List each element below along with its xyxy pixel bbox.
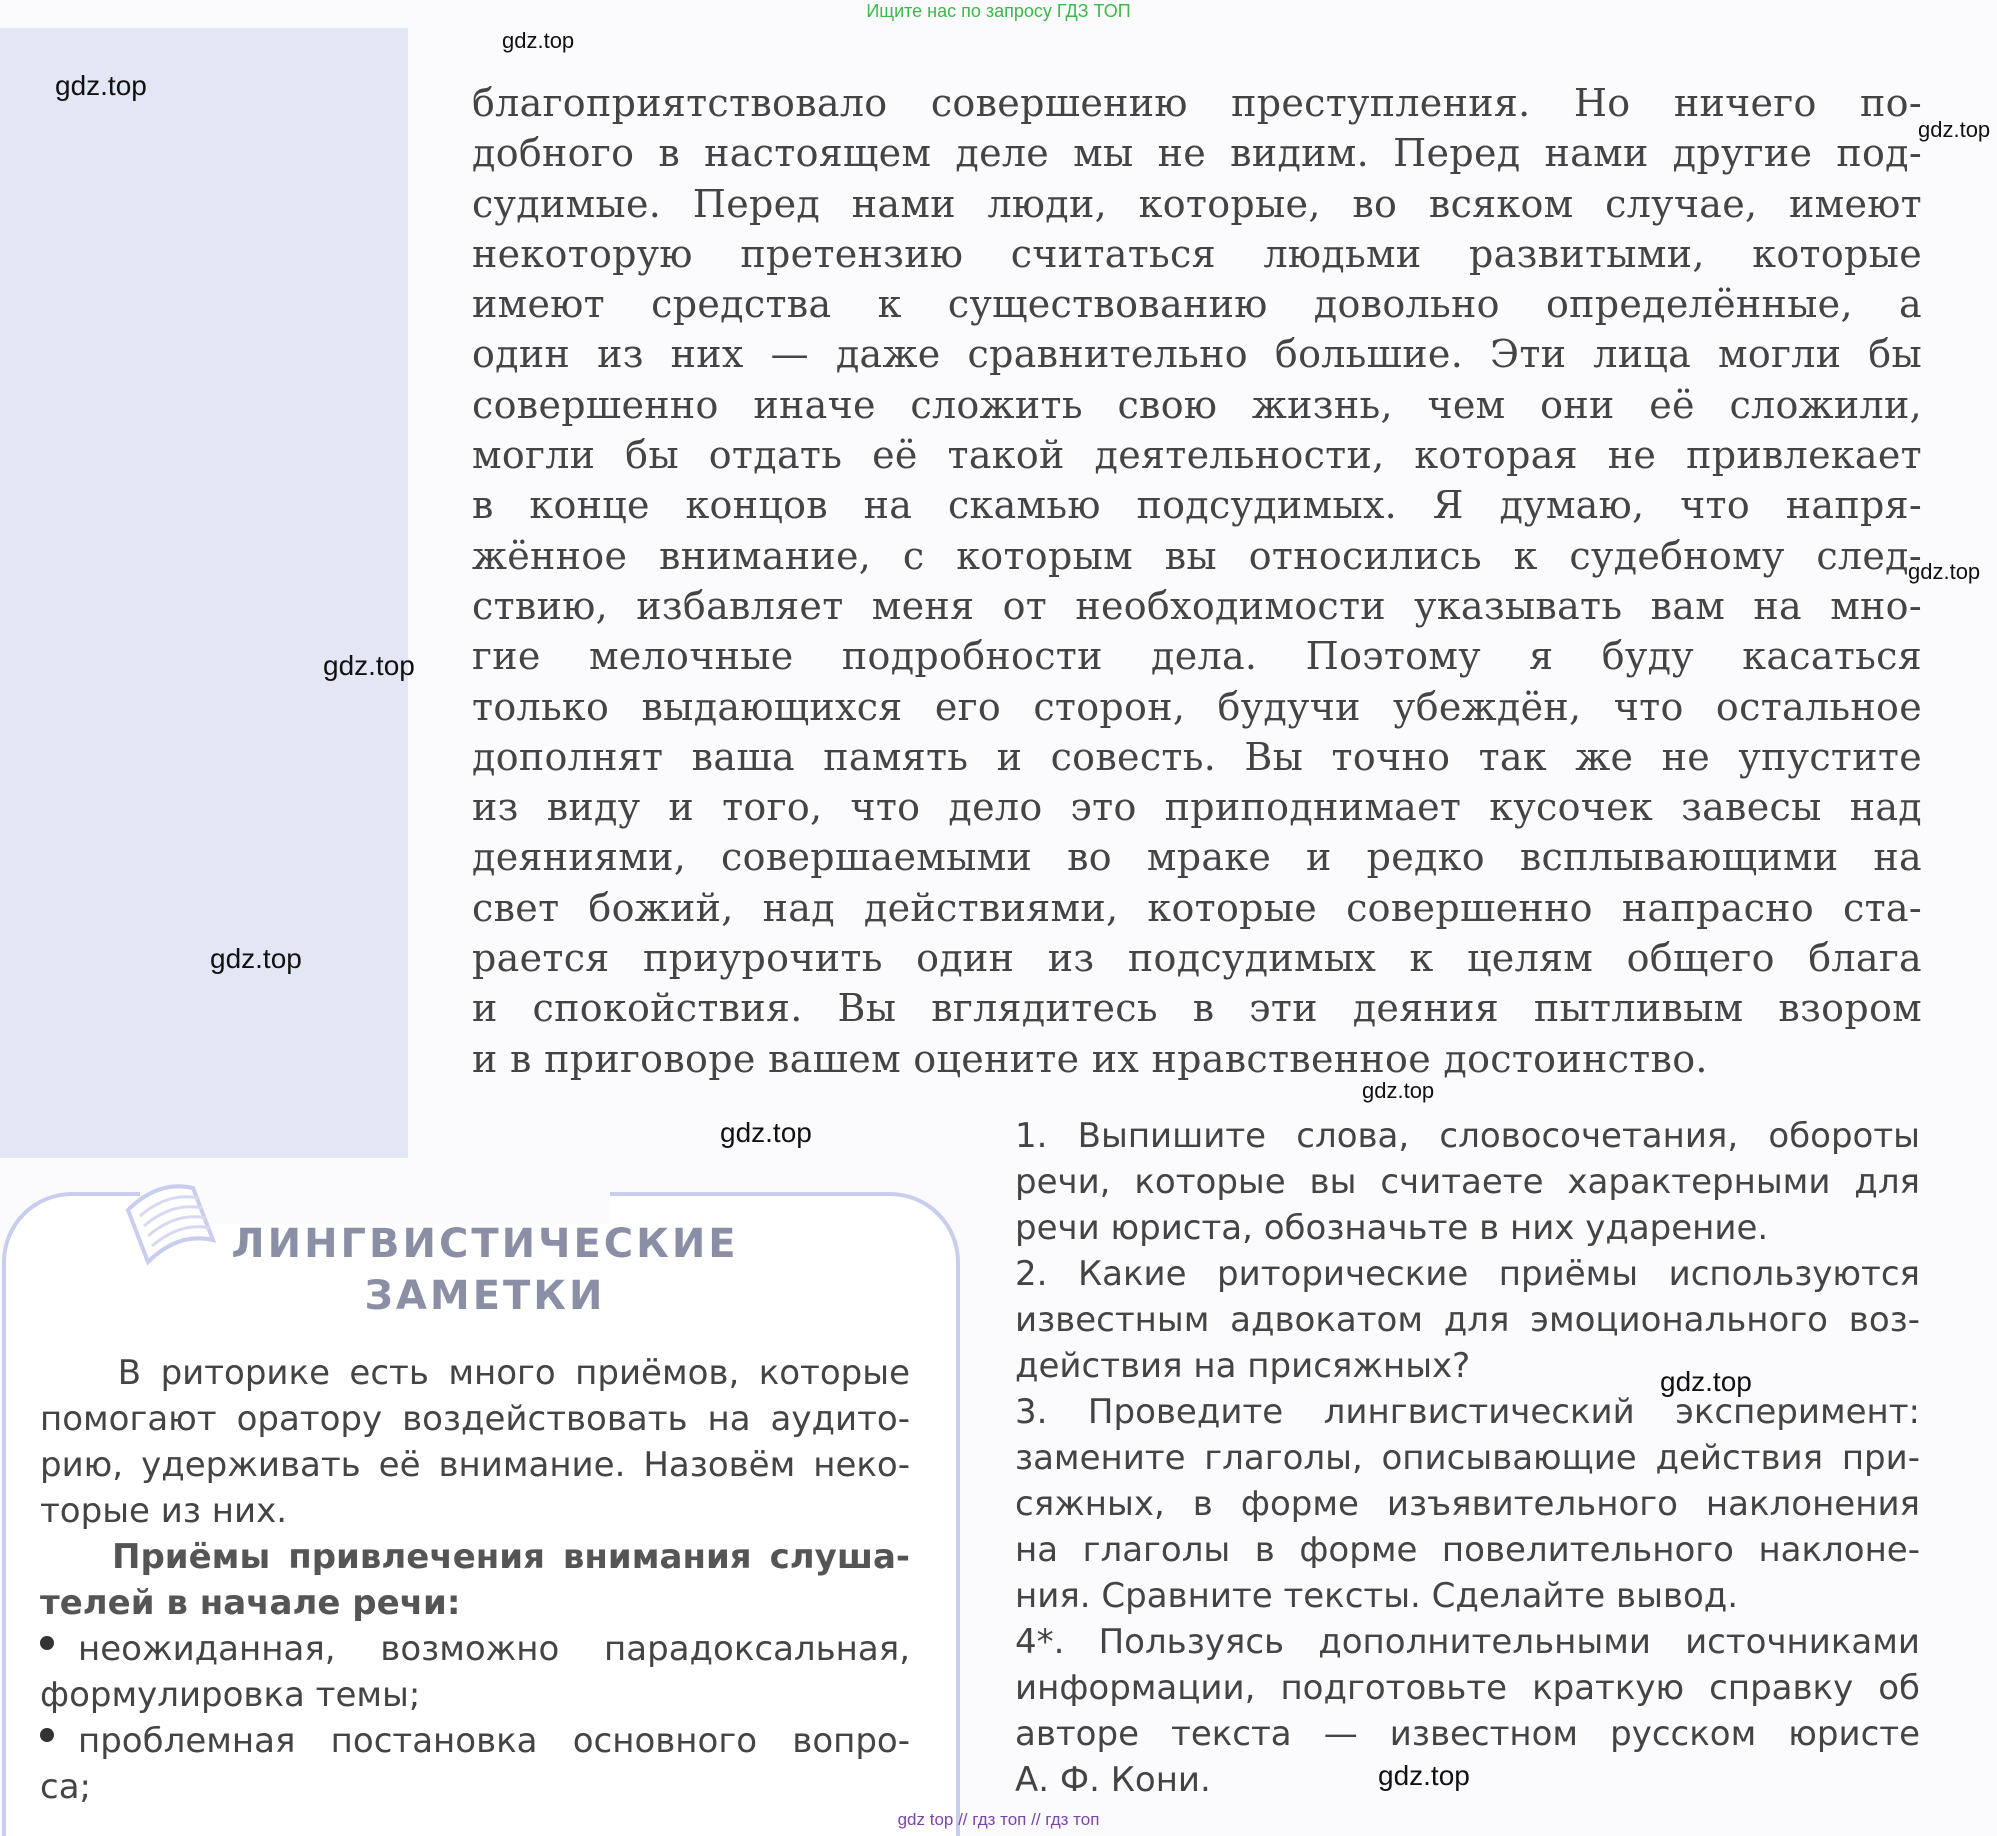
task-line: действия на присяжных?	[1015, 1346, 1471, 1386]
text-line: из виду и того, что дело это приподнимает кусочек завесы над	[472, 785, 1922, 830]
bottom-banner[interactable]: gdz top // гдз топ // гдз топ	[897, 1810, 1100, 1829]
task-line: сяжных, в форме изъявительного наклонения	[1015, 1484, 1920, 1524]
speech-text	[472, 78, 1922, 1084]
task-line: речи, которые вы считаете характерными для	[1015, 1162, 1920, 1202]
notes-title	[200, 1218, 770, 1322]
text-line: гие мелочные подробности дела. Поэтому я буду касаться	[472, 634, 1922, 679]
watermark: gdz.top	[1362, 1078, 1435, 1103]
bullet-text: неожиданная, возможно парадоксальная,	[78, 1629, 910, 1669]
task-line: речи юриста, обозначьте в них ударение.	[1015, 1208, 1769, 1248]
task-line: 3. Проведите лингвистический эксперимент:	[1015, 1392, 1920, 1432]
watermark: gdz.top	[720, 1117, 812, 1148]
notes-line: рию, удерживать её внимание. Назовём неко-	[40, 1445, 910, 1485]
text-line: ствию, избавляет меня от необходимости указывать вам на мно-	[472, 583, 1922, 628]
text-line: имеют средства к существованию довольно определённые, а	[472, 282, 1922, 327]
watermark: gdz.top	[1918, 117, 1991, 142]
text-line: и спокойствия. Вы вглядитесь в эти деяния пытливым взором	[472, 986, 1922, 1031]
text-line: рается приурочить один из подсудимых к целям общего блага	[472, 936, 1922, 981]
bullet-item	[40, 1626, 910, 1672]
tasks-list	[1015, 1113, 1920, 1803]
text-line: судимые. Перед нами люди, которые, во всяком случае, имеют	[472, 181, 1922, 226]
notes-line: формулировка темы;	[40, 1675, 421, 1715]
watermark: gdz.top	[1660, 1366, 1752, 1397]
text-line: один из них — даже сравнительно большие. Эти лица могли бы	[472, 332, 1922, 377]
notes-body	[40, 1350, 910, 1810]
notes-subheading: телей в начале речи:	[40, 1583, 461, 1623]
notes-title-line: ЗАМЕТКИ	[364, 1273, 606, 1319]
watermark: gdz.top	[55, 70, 147, 101]
task-line: А. Ф. Кони.	[1015, 1760, 1211, 1800]
bullet-text: проблемная постановка основного вопро-	[78, 1721, 910, 1761]
watermark: gdz.top	[502, 28, 575, 53]
task-line: на глаголы в форме повелительного наклоне-	[1015, 1530, 1920, 1570]
notes-title-line: ЛИНГВИСТИЧЕСКИЕ	[231, 1221, 739, 1267]
watermark: gdz.top	[323, 650, 415, 681]
text-line: и в приговоре вашем оцените их нравственное достоинство.	[472, 1036, 1708, 1081]
top-banner[interactable]: Ищите нас по запросу ГДЗ ТОП	[866, 1, 1131, 21]
text-line: совершенно иначе сложить свою жизнь, чем они её сложили,	[472, 382, 1922, 427]
text-line: деяниями, совершаемыми во мраке и редко всплывающими на	[472, 835, 1922, 880]
text-line: некоторую претензию считаться людьми развитыми, которые	[472, 231, 1922, 276]
watermark: gdz.top	[1378, 1760, 1470, 1791]
text-line: благоприятствовало совершению преступления. Но ничего по-	[472, 81, 1922, 125]
text-line: добного в настоящем деле мы не видим. Перед нами другие под-	[472, 131, 1922, 176]
task-line: известным адвокатом для эмоционального воз-	[1015, 1300, 1920, 1340]
notes-line: помогают оратору воздействовать на аудито-	[40, 1399, 910, 1439]
bullet-item	[40, 1718, 910, 1764]
task-line: ния. Сравните тексты. Сделайте вывод.	[1015, 1576, 1739, 1616]
bullet-icon	[40, 1636, 54, 1650]
text-line: в конце концов на скамью подсудимых. Я думаю, что напря-	[472, 483, 1922, 528]
notes-line: са;	[40, 1767, 91, 1807]
notes-line: В риторике есть много приёмов, которые	[40, 1353, 910, 1393]
watermark: gdz.top	[1908, 559, 1981, 584]
notes-subheading: Приёмы привлечения внимания слуша-	[40, 1537, 910, 1577]
task-line: авторе текста — известном русском юристе	[1015, 1714, 1920, 1754]
watermark: gdz.top	[210, 943, 302, 974]
text-line: свет божий, над действиями, которые совершенно напрасно ста-	[472, 885, 1922, 930]
task-line: 2. Какие риторические приёмы используются	[1015, 1254, 1920, 1294]
bullet-icon	[40, 1728, 54, 1742]
task-line: информации, подготовьте краткую справку об	[1015, 1668, 1920, 1708]
task-line: 1. Выпишите слова, словосочетания, обороты	[1015, 1116, 1920, 1156]
notes-line: торые из них.	[40, 1491, 287, 1531]
task-line: замените глаголы, описывающие действия при-	[1015, 1438, 1920, 1478]
text-line: дополнят ваша память и совесть. Вы точно так же не упустите	[472, 734, 1922, 779]
margin-band	[0, 28, 408, 1158]
text-line: жённое внимание, с которым вы относились к судебному след-	[472, 533, 1922, 578]
task-line: 4*. Пользуясь дополнительными источниками	[1015, 1622, 1920, 1662]
text-line: только выдающихся его сторон, будучи убеждён, что остальное	[472, 684, 1922, 729]
text-line: могли бы отдать её такой деятельности, которая не привлекает	[472, 433, 1922, 478]
